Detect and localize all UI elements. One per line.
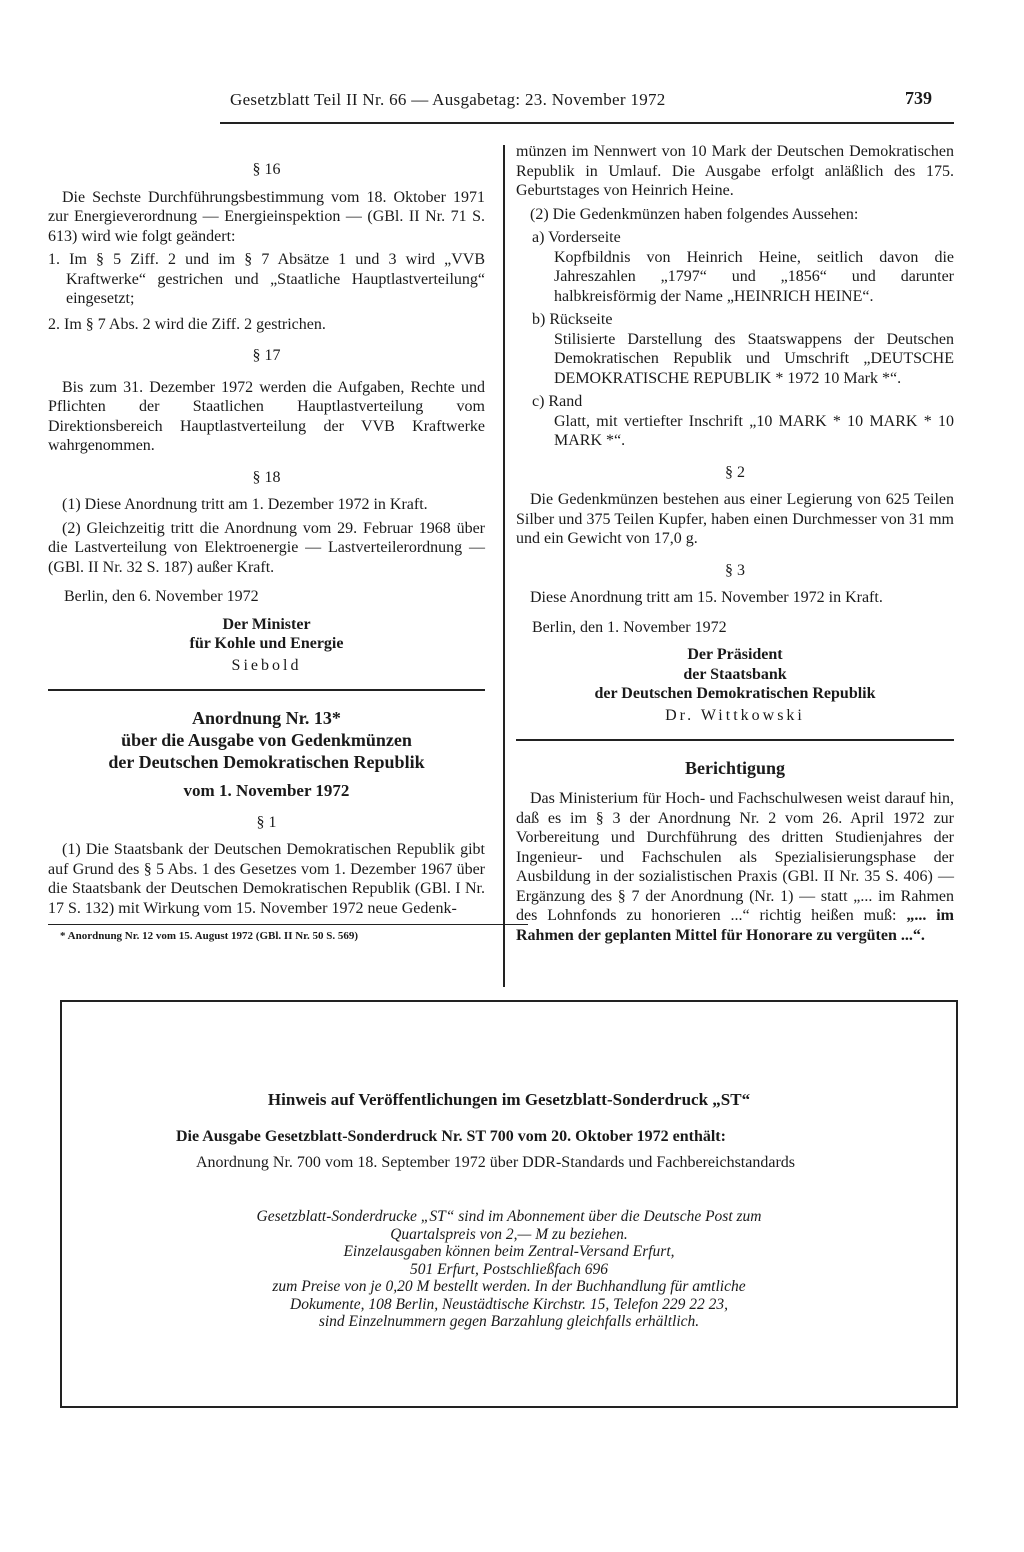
signature-name: Siebold [231, 656, 302, 674]
list-item: 2. Im § 7 Abs. 2 wird die Ziff. 2 gestrichen. [48, 315, 326, 333]
paragraph: Die Sechste Durchführungsbestimmung vom 18. Oktober 1971 zur Energieverordnung — Energieinspektion — (GBl. II Nr. 71 S. 613) wird wie folgt geändert: [48, 188, 485, 245]
paragraph: (2) Gleichzeitig tritt die Anordnung vom 29. Februar 1968 über die Lastverteilung von Elektroenergie — Lastverteilerordnung — (GBl. II Nr. 32 S. 187) außer Kraft. [48, 519, 485, 576]
section-heading: § 3 [725, 561, 745, 579]
column-divider [503, 145, 505, 987]
notice-info-line: 501 Erfurt, Postschließfach 696 [409, 1260, 609, 1278]
running-header: Gesetzblatt Teil II Nr. 66 — Ausgabetag: 23. November 1972 [230, 90, 666, 109]
right-column [516, 142, 954, 945]
footnote-rule [48, 924, 528, 925]
paragraph: (1) Diese Anordnung tritt am 1. Dezember 1972 in Kraft. [62, 496, 428, 513]
section-heading: § 18 [252, 468, 281, 486]
list-text: Kopfbildnis von Heinrich Heine, seitlich davon die Jahreszahlen „1797“ und „1856“ und darunter halbkreisförmig der Name „HEINRICH HEINE“. [554, 248, 954, 305]
document-title: der Deutschen Demokratischen Republik [108, 752, 425, 772]
list-text: Stilisierte Darstellung des Staatswappens der Deutschen Demokratischen Republik und Umschrift „DEUTSCHE DEMOKRATISCHE REPUBLIK * 1972 10 Mark *“. [554, 330, 954, 387]
list-label: c) Rand [532, 393, 583, 410]
notice-item: Anordnung Nr. 700 vom 18. September 1972 über DDR-Standards und Fachbereichstandards [196, 1154, 795, 1171]
section-heading: § 16 [252, 161, 281, 178]
paragraph: münzen im Nennwert von 10 Mark der Deutschen Demokratischen Republik in Umlauf. Die Ausgabe erfolgt anläßlich des 175. Geburtstages von Heinrich Heine. [516, 143, 954, 199]
list-item: 1. Im § 5 Ziff. 2 und im § 7 Absätze 1 und 3 wird „VVB Kraftwerke“ gestrichen und „Staatliche Hauptlastverteilung“ eingesetzt; [48, 251, 485, 307]
section-heading: § 17 [252, 347, 281, 364]
paragraph: (1) Die Staatsbank der Deutschen Demokratischen Republik gibt auf Grund des § 5 Abs. 1 des Gesetzes vom 1. Dezember 1967 über die Staatsbank der Deutschen Demokratischen Republik (GBl. I Nr. 17 S. 132) mit Wirkung vom 15. November 1972 neue Gedenk- [48, 841, 485, 917]
berichtigung-text: Das Ministerium für Hoch- und Fachschulwesen weist darauf hin, daß es im § 3 der Anordnung Nr. 2 vom 26. April 1972 zur Vorbereitung und Durchführung des dritten Studienjahres der Ingenieur- und Fachschulen als Spezialisierungsphase der Ausbildung in der sozialistischen Praxis (GBl. II Nr. 35 S. 406) — Ergänzung des § 7 der Anordnung (Nr. 1) — statt „... im Rahmen des Lohnfonds zu honorieren ...“ richtig heißen muß: [516, 790, 954, 924]
signature-title: der Deutschen Demokratischen Republik [594, 685, 876, 702]
paragraph: (2) Die Gedenkmünzen haben folgendes Aussehen: [530, 205, 859, 223]
signature-title: der Staatsbank [683, 665, 787, 683]
section-rule [48, 689, 485, 691]
left-column [48, 148, 485, 943]
signature-title: für Kohle und Energie [189, 635, 344, 652]
paragraph: Die Gedenkmünzen bestehen aus einer Legierung von 625 Teilen Silber und 375 Teilen Kupfer, haben einen Durchmesser von 31 mm und ein Gewicht von 17,0 g. [516, 491, 954, 547]
section-title: Berichtigung [684, 758, 785, 778]
document-title: Anordnung Nr. 13* [192, 708, 341, 728]
notice-info-line: zum Preise von je 0,20 M bestellt werden. In der Buchhandlung für amtliche [272, 1278, 746, 1295]
list-text: Glatt, mit vertiefter Inschrift „10 MARK * 10 MARK * 10 MARK *“. [554, 412, 954, 449]
header-rule [220, 122, 954, 124]
place-date: Berlin, den 1. November 1972 [532, 618, 727, 636]
notice-info-line: Dokumente, 108 Berlin, Neustädtische Kirchstr. 15, Telefon 229 22 23, [290, 1295, 728, 1313]
place-date: Berlin, den 6. November 1972 [64, 588, 259, 605]
footnote: * Anordnung Nr. 12 vom 15. August 1972 (GBl. II Nr. 50 S. 569) [60, 930, 359, 942]
list-label: b) Rückseite [532, 311, 613, 328]
notice-info-line: sind Einzelnummern gegen Barzahlung gleichfalls erhältlich. [318, 1313, 700, 1330]
notice-issue: Die Ausgabe Gesetzblatt-Sonderdruck Nr. ST 700 vom 20. Oktober 1972 enthält: [176, 1128, 726, 1145]
notice-title: Hinweis auf Veröffentlichungen im Gesetzblatt-Sonderdruck „ST“ [267, 1090, 751, 1109]
section-rule [516, 739, 954, 741]
notice-box [60, 1000, 958, 1408]
signature-title: Der Minister [222, 615, 311, 633]
section-heading: § 1 [256, 813, 277, 831]
page-number: 739 [905, 88, 932, 108]
paragraph: Diese Anordnung tritt am 15. November 1972 in Kraft. [530, 589, 883, 606]
notice-info [62, 1208, 956, 1331]
notice-info-line: Gesetzblatt-Sonderdrucke „ST“ sind im Abonnement über die Deutsche Post zum [256, 1208, 762, 1225]
berichtigung-correction: „... im Rahmen der geplanten Mittel für Honorare zu vergüten ...“. [516, 907, 955, 944]
paragraph [516, 789, 954, 945]
notice-info-line: Quartalspreis von 2,— M zu beziehen. [390, 1225, 628, 1243]
signature-name: Dr. Wittkowski [665, 706, 805, 724]
section-heading: § 2 [725, 463, 745, 481]
notice-info-line: Einzelausgaben können beim Zentral-Versand Erfurt, [343, 1243, 675, 1260]
document-date: vom 1. November 1972 [183, 781, 350, 800]
signature-title: Der Präsident [687, 646, 783, 663]
paragraph: Bis zum 31. Dezember 1972 werden die Aufgaben, Rechte und Pflichten der Staatlichen Hauptlastverteilung vom Direktionsbereich Hauptlastverteilung der VVB Kraftwerke wahrgenommen. [48, 378, 485, 454]
list-label: a) Vorderseite [532, 229, 621, 246]
document-title: über die Ausgabe von Gedenkmünzen [121, 730, 412, 750]
